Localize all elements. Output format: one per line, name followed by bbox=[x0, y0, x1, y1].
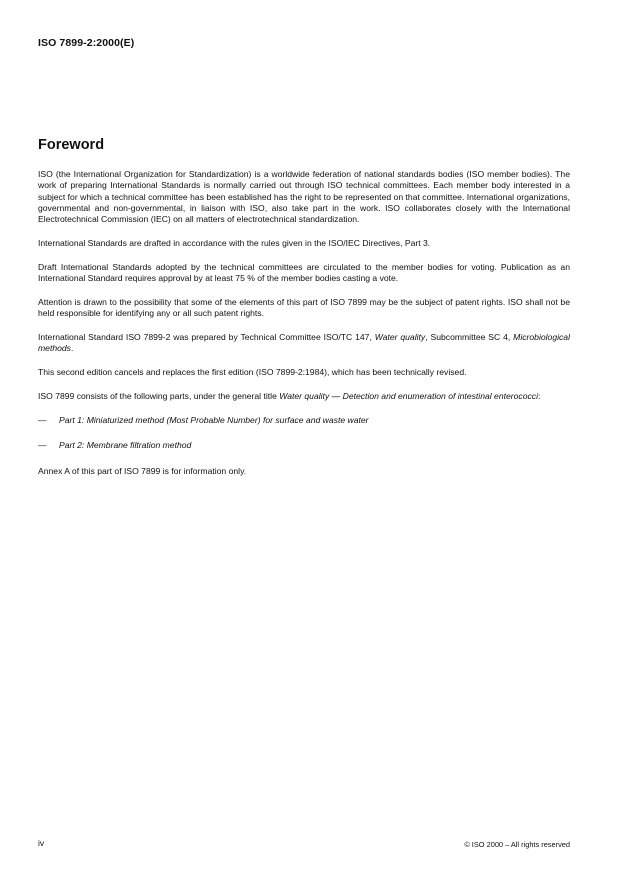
prepared-by-text-b: , Subcommittee SC 4, bbox=[425, 331, 514, 342]
paragraph-parts-intro bbox=[38, 391, 570, 402]
document-id-header: ISO 7899-2:2000(E) bbox=[38, 37, 135, 49]
prepared-by-text-a: International Standard ISO 7899-2 was prepared by Technical Committee ISO/TC 147, bbox=[38, 331, 375, 342]
paragraph-patent-rights: Attention is drawn to the possibility that some of the elements of this part of ISO 7899 may be the subject of patent rights. ISO shall not be held responsible for identifying any or all such patent rights. bbox=[38, 296, 570, 319]
paragraph-prepared-by bbox=[38, 332, 570, 355]
general-title-italic: Water quality — Detection and enumeration of intestinal enterococci bbox=[279, 390, 538, 401]
paragraph-voting: Draft International Standards adopted by the technical committees are circulated to the member bodies for voting. Publication as an International Standard requires approval by at least 75 % of the member bodies casting a vote. bbox=[38, 261, 570, 284]
list-dash: — bbox=[38, 414, 47, 425]
list-item bbox=[38, 415, 570, 426]
list-item bbox=[38, 440, 570, 451]
part-1-title: Part 1: Miniaturized method (Most Probable Number) for surface and waste water bbox=[59, 414, 369, 425]
paragraph-drafting-rules: International Standards are drafted in accordance with the rules given in the ISO/IEC Directives, Part 3. bbox=[38, 237, 431, 248]
parts-intro-text-a: ISO 7899 consists of the following parts, under the general title bbox=[38, 390, 280, 401]
paragraph-second-edition: This second edition cancels and replaces the first edition (ISO 7899-2:1984), which has been technically revised. bbox=[38, 367, 467, 378]
paragraph-annex-note: Annex A of this part of ISO 7899 is for information only. bbox=[38, 466, 247, 477]
copyright-notice: © ISO 2000 – All rights reserved bbox=[464, 840, 570, 849]
page-title: Foreword bbox=[38, 137, 105, 153]
prepared-by-text-c: . bbox=[70, 343, 74, 354]
foreword-body bbox=[38, 169, 570, 490]
parts-intro-text-b: : bbox=[538, 390, 541, 401]
paragraph-iso-overview: ISO (the International Organization for Standardization) is a worldwide federation of national standards bodies (ISO member bodies). The work of preparing International Standards is normally carried out through ISO technical committees. Each member body interested in a subject for which a technical committee has been established has the right to be represented on that committee. International organizations, governmental and non-governmental, in liaison with ISO, also take part in the work. ISO collaborates closely with the International Electrotechnical Commission (IEC) on all matters of electrotechnical standardization. bbox=[38, 169, 570, 225]
list-dash: — bbox=[38, 440, 47, 451]
committee-title-italic: Water quality bbox=[374, 331, 426, 342]
page-number: iv bbox=[38, 838, 45, 848]
subcommittee-title-italic: Microbiological methods bbox=[38, 331, 570, 354]
part-2-title: Part 2: Membrane filtration method bbox=[59, 440, 192, 451]
